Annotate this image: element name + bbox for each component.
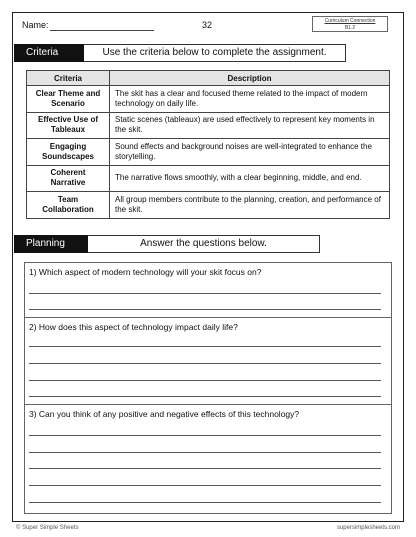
criteria-name: Effective Use of Tableaux — [27, 112, 110, 139]
criteria-table — [26, 70, 390, 219]
criteria-name: Engaging Soundscapes — [27, 139, 110, 166]
table-row — [27, 139, 390, 166]
answer-line[interactable] — [29, 396, 381, 397]
table-header-row — [27, 71, 390, 86]
criteria-description: The narrative flows smoothly, with a clear beginning, middle, and end. — [110, 165, 390, 192]
answer-line[interactable] — [29, 468, 381, 469]
name-label: Name: — [22, 20, 49, 30]
criteria-label: Criteria — [14, 44, 84, 62]
criteria-description: The skit has a clear and focused theme related to the impact of modern technology on daily life. — [110, 86, 390, 113]
question-text: 2) How does this aspect of technology impact daily life? — [29, 322, 238, 332]
criteria-description: All group members contribute to the planning, creation, and performance of the skit. — [110, 192, 390, 219]
table-row — [27, 112, 390, 139]
footer-website: supersimplesheets.com — [336, 525, 400, 531]
question-box-1 — [24, 262, 392, 318]
planning-instruction: Answer the questions below. — [88, 235, 320, 253]
question-box-3 — [24, 404, 392, 514]
footer-copyright: © Super Simple Sheets — [16, 525, 79, 531]
curriculum-code: B1.2 — [344, 24, 356, 31]
answer-line[interactable] — [29, 293, 381, 294]
criteria-name: Clear Theme and Scenario — [27, 86, 110, 113]
planning-label: Planning — [14, 235, 88, 253]
answer-line[interactable] — [29, 346, 381, 347]
answer-line[interactable] — [29, 485, 381, 486]
answer-line[interactable] — [29, 380, 381, 381]
answer-line[interactable] — [29, 452, 381, 453]
answer-line[interactable] — [29, 363, 381, 364]
table-row — [27, 192, 390, 219]
curriculum-connection-box — [312, 16, 388, 32]
curriculum-title: Curriculum Connection — [324, 18, 376, 24]
question-text: 1) Which aspect of modern technology will your skit focus on? — [29, 267, 262, 277]
answer-line[interactable] — [29, 309, 381, 310]
question-box-2 — [24, 317, 392, 405]
criteria-instruction: Use the criteria below to complete the assignment. — [84, 44, 346, 62]
column-header-description: Description — [110, 71, 390, 86]
criteria-name: Team Collaboration — [27, 192, 110, 219]
table-row — [27, 86, 390, 113]
table-row — [27, 165, 390, 192]
criteria-name: Coherent Narrative — [27, 165, 110, 192]
criteria-description: Sound effects and background noises are well-integrated to enhance the storytelling. — [110, 139, 390, 166]
question-text: 3) Can you think of any positive and negative effects of this technology? — [29, 409, 300, 419]
answer-line[interactable] — [29, 502, 381, 503]
name-field[interactable] — [50, 30, 154, 31]
criteria-description: Static scenes (tableaux) are used effectively to represent key moments in the skit. — [110, 112, 390, 139]
column-header-criteria: Criteria — [27, 71, 110, 86]
answer-line[interactable] — [29, 435, 381, 436]
planning-header-bar — [14, 235, 320, 253]
page-number: 32 — [202, 20, 213, 30]
criteria-header-bar — [14, 44, 346, 62]
